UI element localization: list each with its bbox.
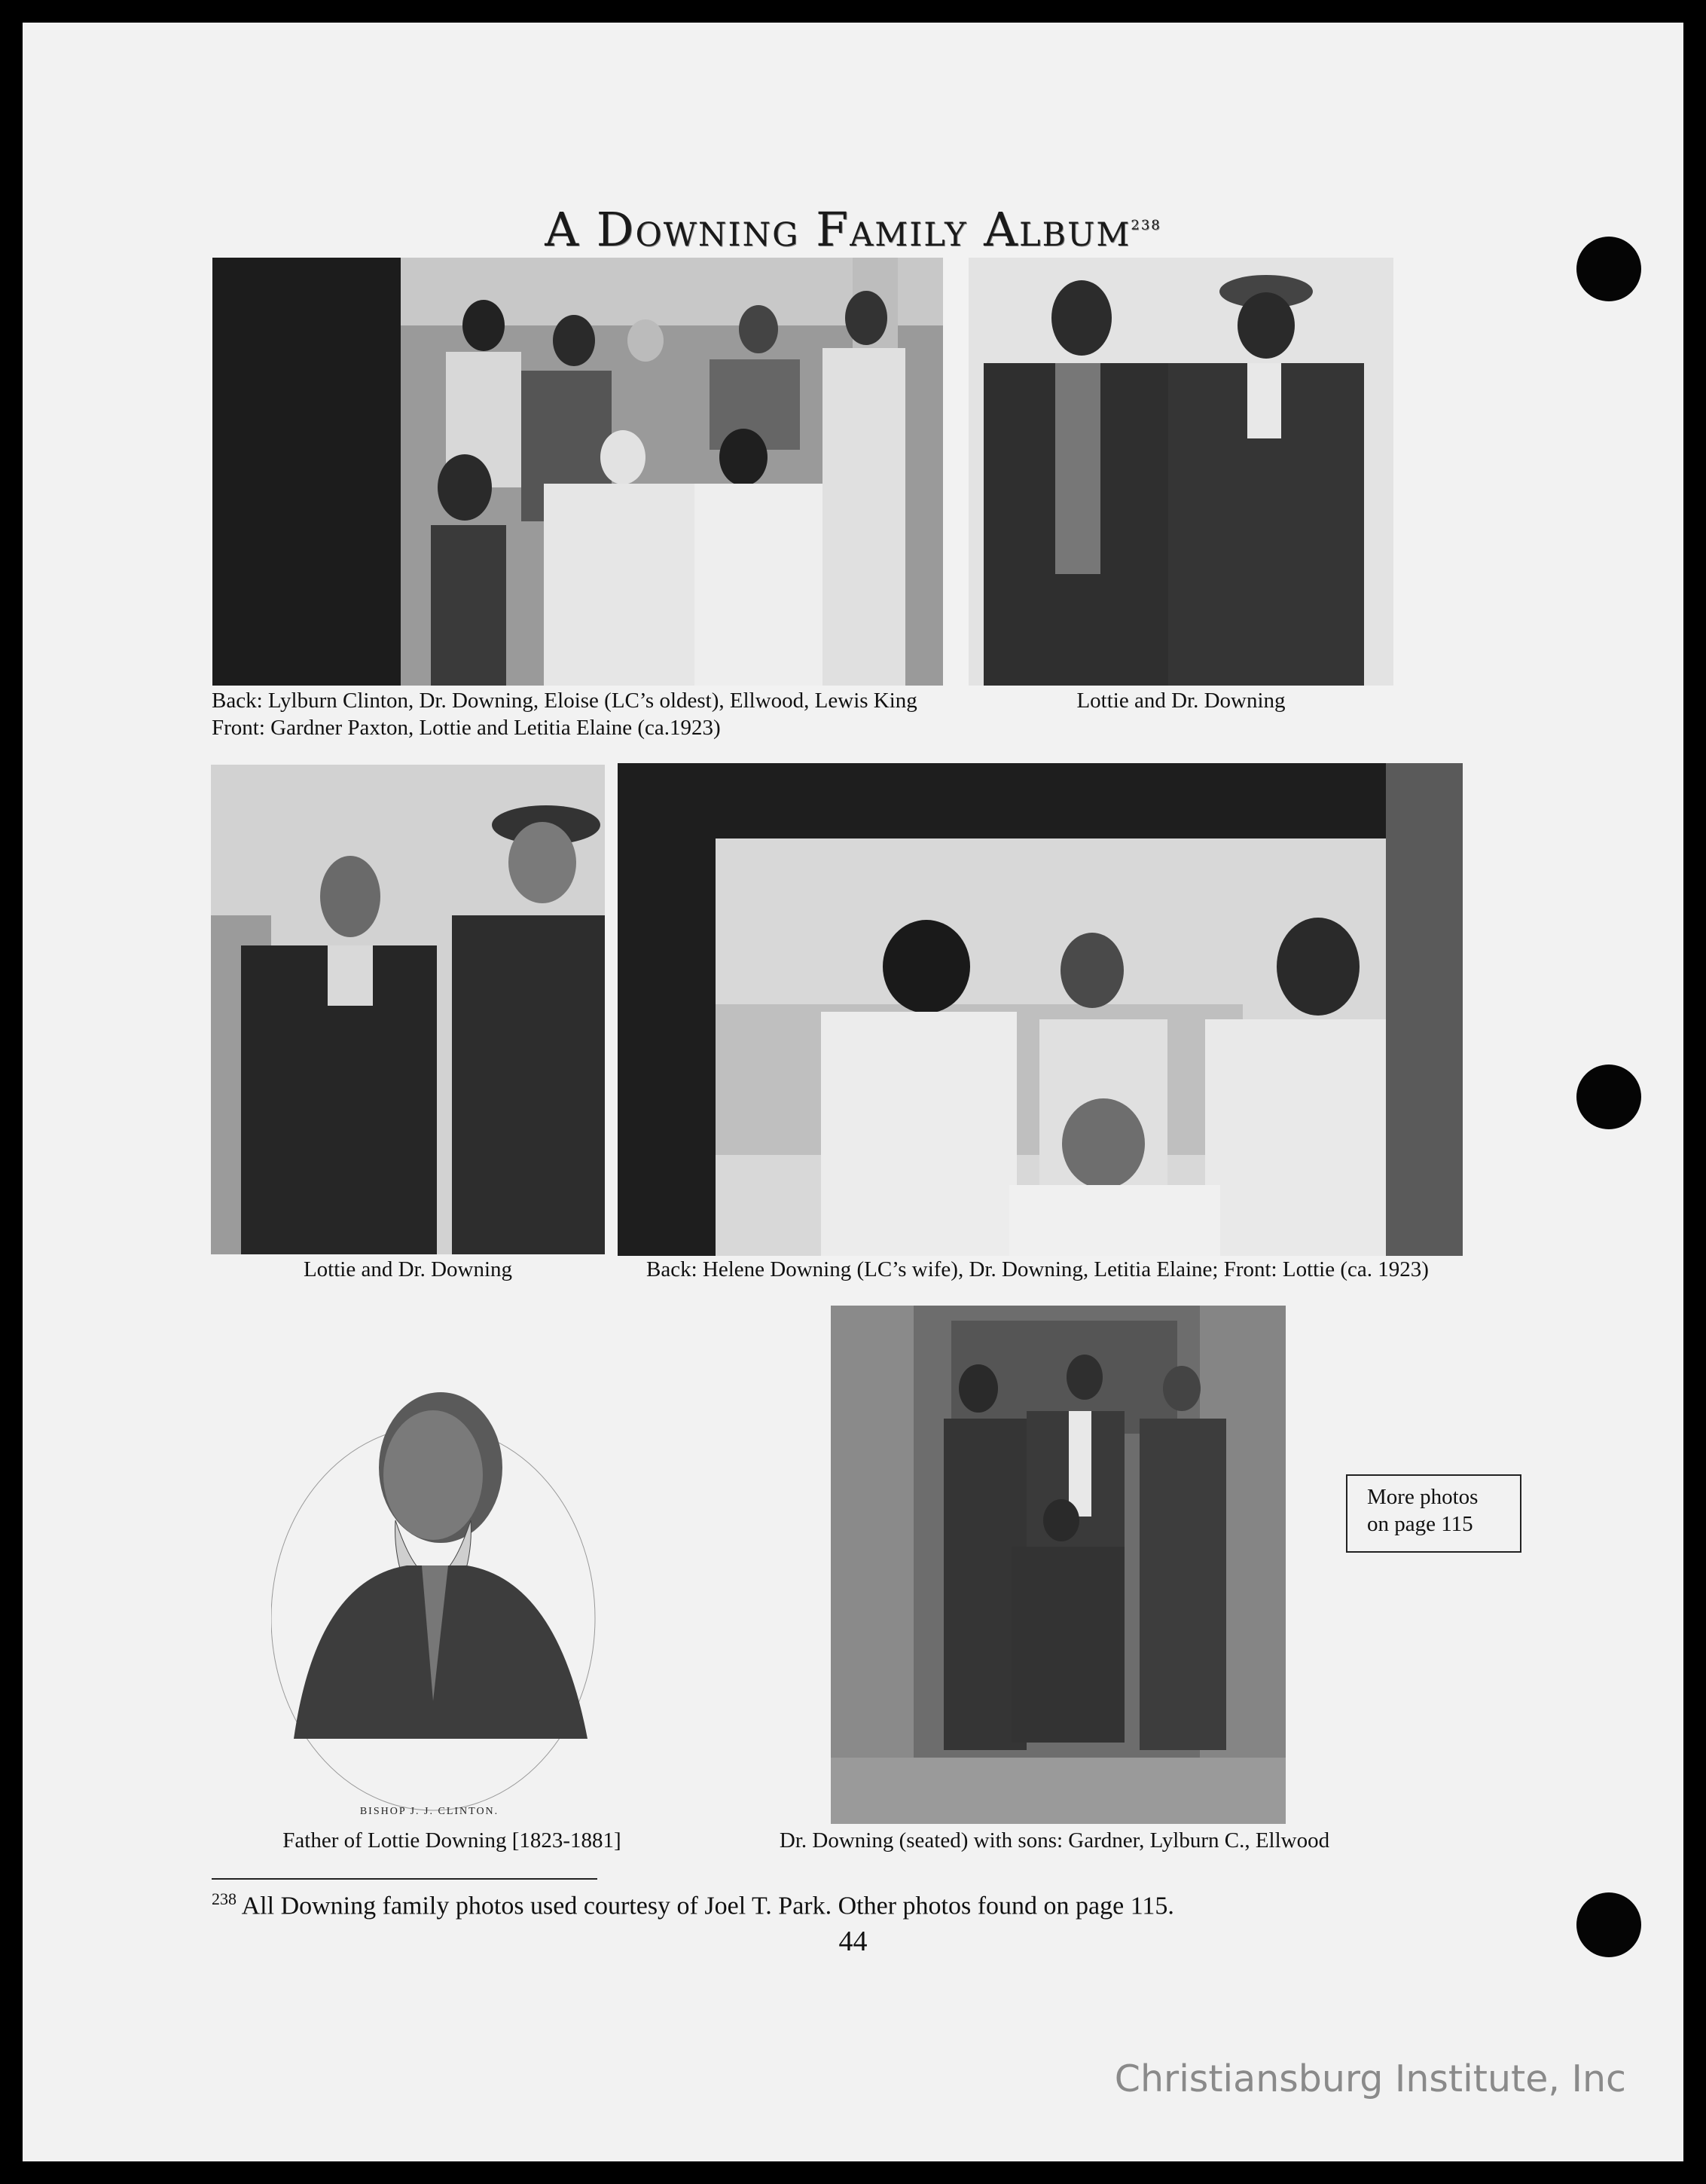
title-footnote-marker: 238	[1131, 217, 1161, 234]
caption-photo-6-text: Dr. Downing (seated) with sons: Gardner, Lylburn C., Ellwood	[779, 1828, 1330, 1853]
caption-photo-5-text: Father of Lottie Downing [1823-1881]	[282, 1828, 621, 1853]
footnote-text: All Downing family photos used courtesy of Joel T. Park. Other photos found on page 115.	[237, 1892, 1174, 1920]
caption-photo-6	[776, 1827, 1333, 1854]
page-number	[0, 1925, 1706, 1958]
caption-photo-3	[211, 1256, 605, 1283]
photo-lottie-and-dr-downing-1	[969, 258, 1393, 686]
page-title-text: A Downing Family Album	[545, 202, 1131, 257]
page-number-text: 44	[838, 1926, 868, 1957]
caption-photo-1	[212, 687, 917, 741]
engraving-label: BISHOP J. J. CLINTON.	[359, 1806, 499, 1817]
photo-dr-downing-with-sons	[831, 1306, 1286, 1824]
caption-photo-3-text: Lottie and Dr. Downing	[303, 1257, 513, 1281]
engraving-bishop-clinton	[271, 1385, 633, 1829]
footnote	[212, 1889, 1174, 1920]
footnote-marker: 238	[212, 1889, 237, 1908]
caption-photo-4	[646, 1256, 1429, 1283]
caption-photo-2-text: Lottie and Dr. Downing	[1076, 689, 1286, 713]
watermark: Christiansburg Institute, Inc	[1114, 2057, 1626, 2100]
caption-photo-1-line-1: Back: Lylburn Clinton, Dr. Downing, Eloise (LC’s oldest), Ellwood, Lewis King	[212, 689, 917, 713]
page-title	[0, 202, 1706, 257]
more-photos-line-1: More photos	[1367, 1485, 1479, 1509]
caption-photo-5	[249, 1827, 655, 1854]
photo-porch-four-people	[618, 763, 1463, 1256]
more-photos-box	[1346, 1474, 1521, 1553]
more-photos-line-2: on page 115	[1367, 1512, 1473, 1536]
footnote-rule	[212, 1878, 597, 1880]
photo-family-group-porch	[212, 258, 943, 686]
punch-hole-middle	[1576, 1065, 1641, 1129]
caption-photo-2	[969, 687, 1393, 714]
caption-photo-1-line-2: Front: Gardner Paxton, Lottie and Letitia Elaine (ca.1923)	[212, 716, 721, 740]
caption-photo-4-text: Back: Helene Downing (LC’s wife), Dr. Downing, Letitia Elaine; Front: Lottie (ca. 1923)	[646, 1257, 1429, 1281]
photo-lottie-and-dr-downing-2	[211, 765, 605, 1254]
